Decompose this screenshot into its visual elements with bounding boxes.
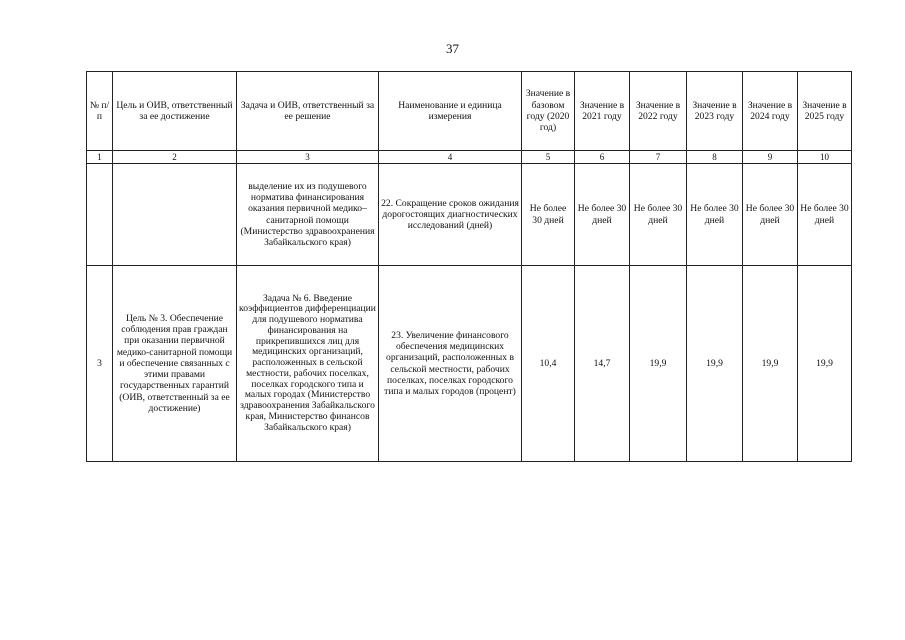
row-value-2025: Не более 30 дней	[798, 164, 852, 266]
row-value-2021: 14,7	[575, 266, 630, 462]
column-number: 7	[630, 151, 687, 164]
row-indicator: 23. Увеличение финансового обеспечения медицинских организаций, расположенных в сельской местности, рабочих поселках, поселках городского типа и малых городов (процент)	[379, 266, 522, 462]
row-value-2023: Не более 30 дней	[687, 164, 743, 266]
column-number: 3	[237, 151, 379, 164]
table-row	[87, 266, 852, 462]
row-value-2022: 19,9	[630, 266, 687, 462]
row-task: Задача № 6. Введение коэффициентов дифференциации для подушевого норматива финансирования на прикрепившихся лиц для медицинских организаций, расположенных в сельской местности, рабочих поселках, поселках городского типа и малых городах (Министерство здравоохранения Забайкальского края, Министерство финансов Забайкальского края)	[237, 266, 379, 462]
row-base-value: 10,4	[522, 266, 575, 462]
column-number: 9	[743, 151, 798, 164]
row-num: 3	[87, 266, 113, 462]
header-base-value: Значение в базовом году (2020 год)	[522, 72, 575, 151]
column-number: 8	[687, 151, 743, 164]
row-value-2025: 19,9	[798, 266, 852, 462]
row-goal: Цель № 3. Обеспечение соблюдения прав граждан при оказании первичной медико-санитарной помощи и обеспечение связанных с этими правами государственных гарантий (ОИВ, ответственный за ее достижение)	[113, 266, 237, 462]
column-number: 2	[113, 151, 237, 164]
page-number: 37	[446, 41, 459, 56]
column-number: 1	[87, 151, 113, 164]
column-number: 10	[798, 151, 852, 164]
header-task: Задача и ОИВ, ответственный за ее решение	[237, 72, 379, 151]
row-value-2023: 19,9	[687, 266, 743, 462]
row-task: выделение их из подушевого норматива финансирования оказания первичной медико–санитарной помощи (Министерство здравоохранения Забайкальского края)	[237, 164, 379, 266]
row-value-2021: Не более 30 дней	[575, 164, 630, 266]
row-value-2022: Не более 30 дней	[630, 164, 687, 266]
column-number-row	[87, 151, 852, 164]
column-number: 6	[575, 151, 630, 164]
header-indicator: Наименование и единица измерения	[379, 72, 522, 151]
row-base-value: Не более 30 дней	[522, 164, 575, 266]
row-value-2024: 19,9	[743, 266, 798, 462]
header-value-2023: Значение в 2023 году	[687, 72, 743, 151]
row-value-2024: Не более 30 дней	[743, 164, 798, 266]
indicators-table	[86, 71, 852, 462]
header-value-2021: Значение в 2021 году	[575, 72, 630, 151]
table-row	[87, 164, 852, 266]
header-value-2022: Значение в 2022 году	[630, 72, 687, 151]
row-goal	[113, 164, 237, 266]
column-number: 5	[522, 151, 575, 164]
header-goal: Цель и ОИВ, ответственный за ее достижение	[113, 72, 237, 151]
header-num: № п/п	[87, 72, 113, 151]
row-indicator: 22. Сокращение сроков ожидания дорогостоящих диагностических исследований (дней)	[379, 164, 522, 266]
header-value-2024: Значение в 2024 году	[743, 72, 798, 151]
row-num	[87, 164, 113, 266]
column-number: 4	[379, 151, 522, 164]
header-row	[87, 72, 852, 151]
header-value-2025: Значение в 2025 году	[798, 72, 852, 151]
